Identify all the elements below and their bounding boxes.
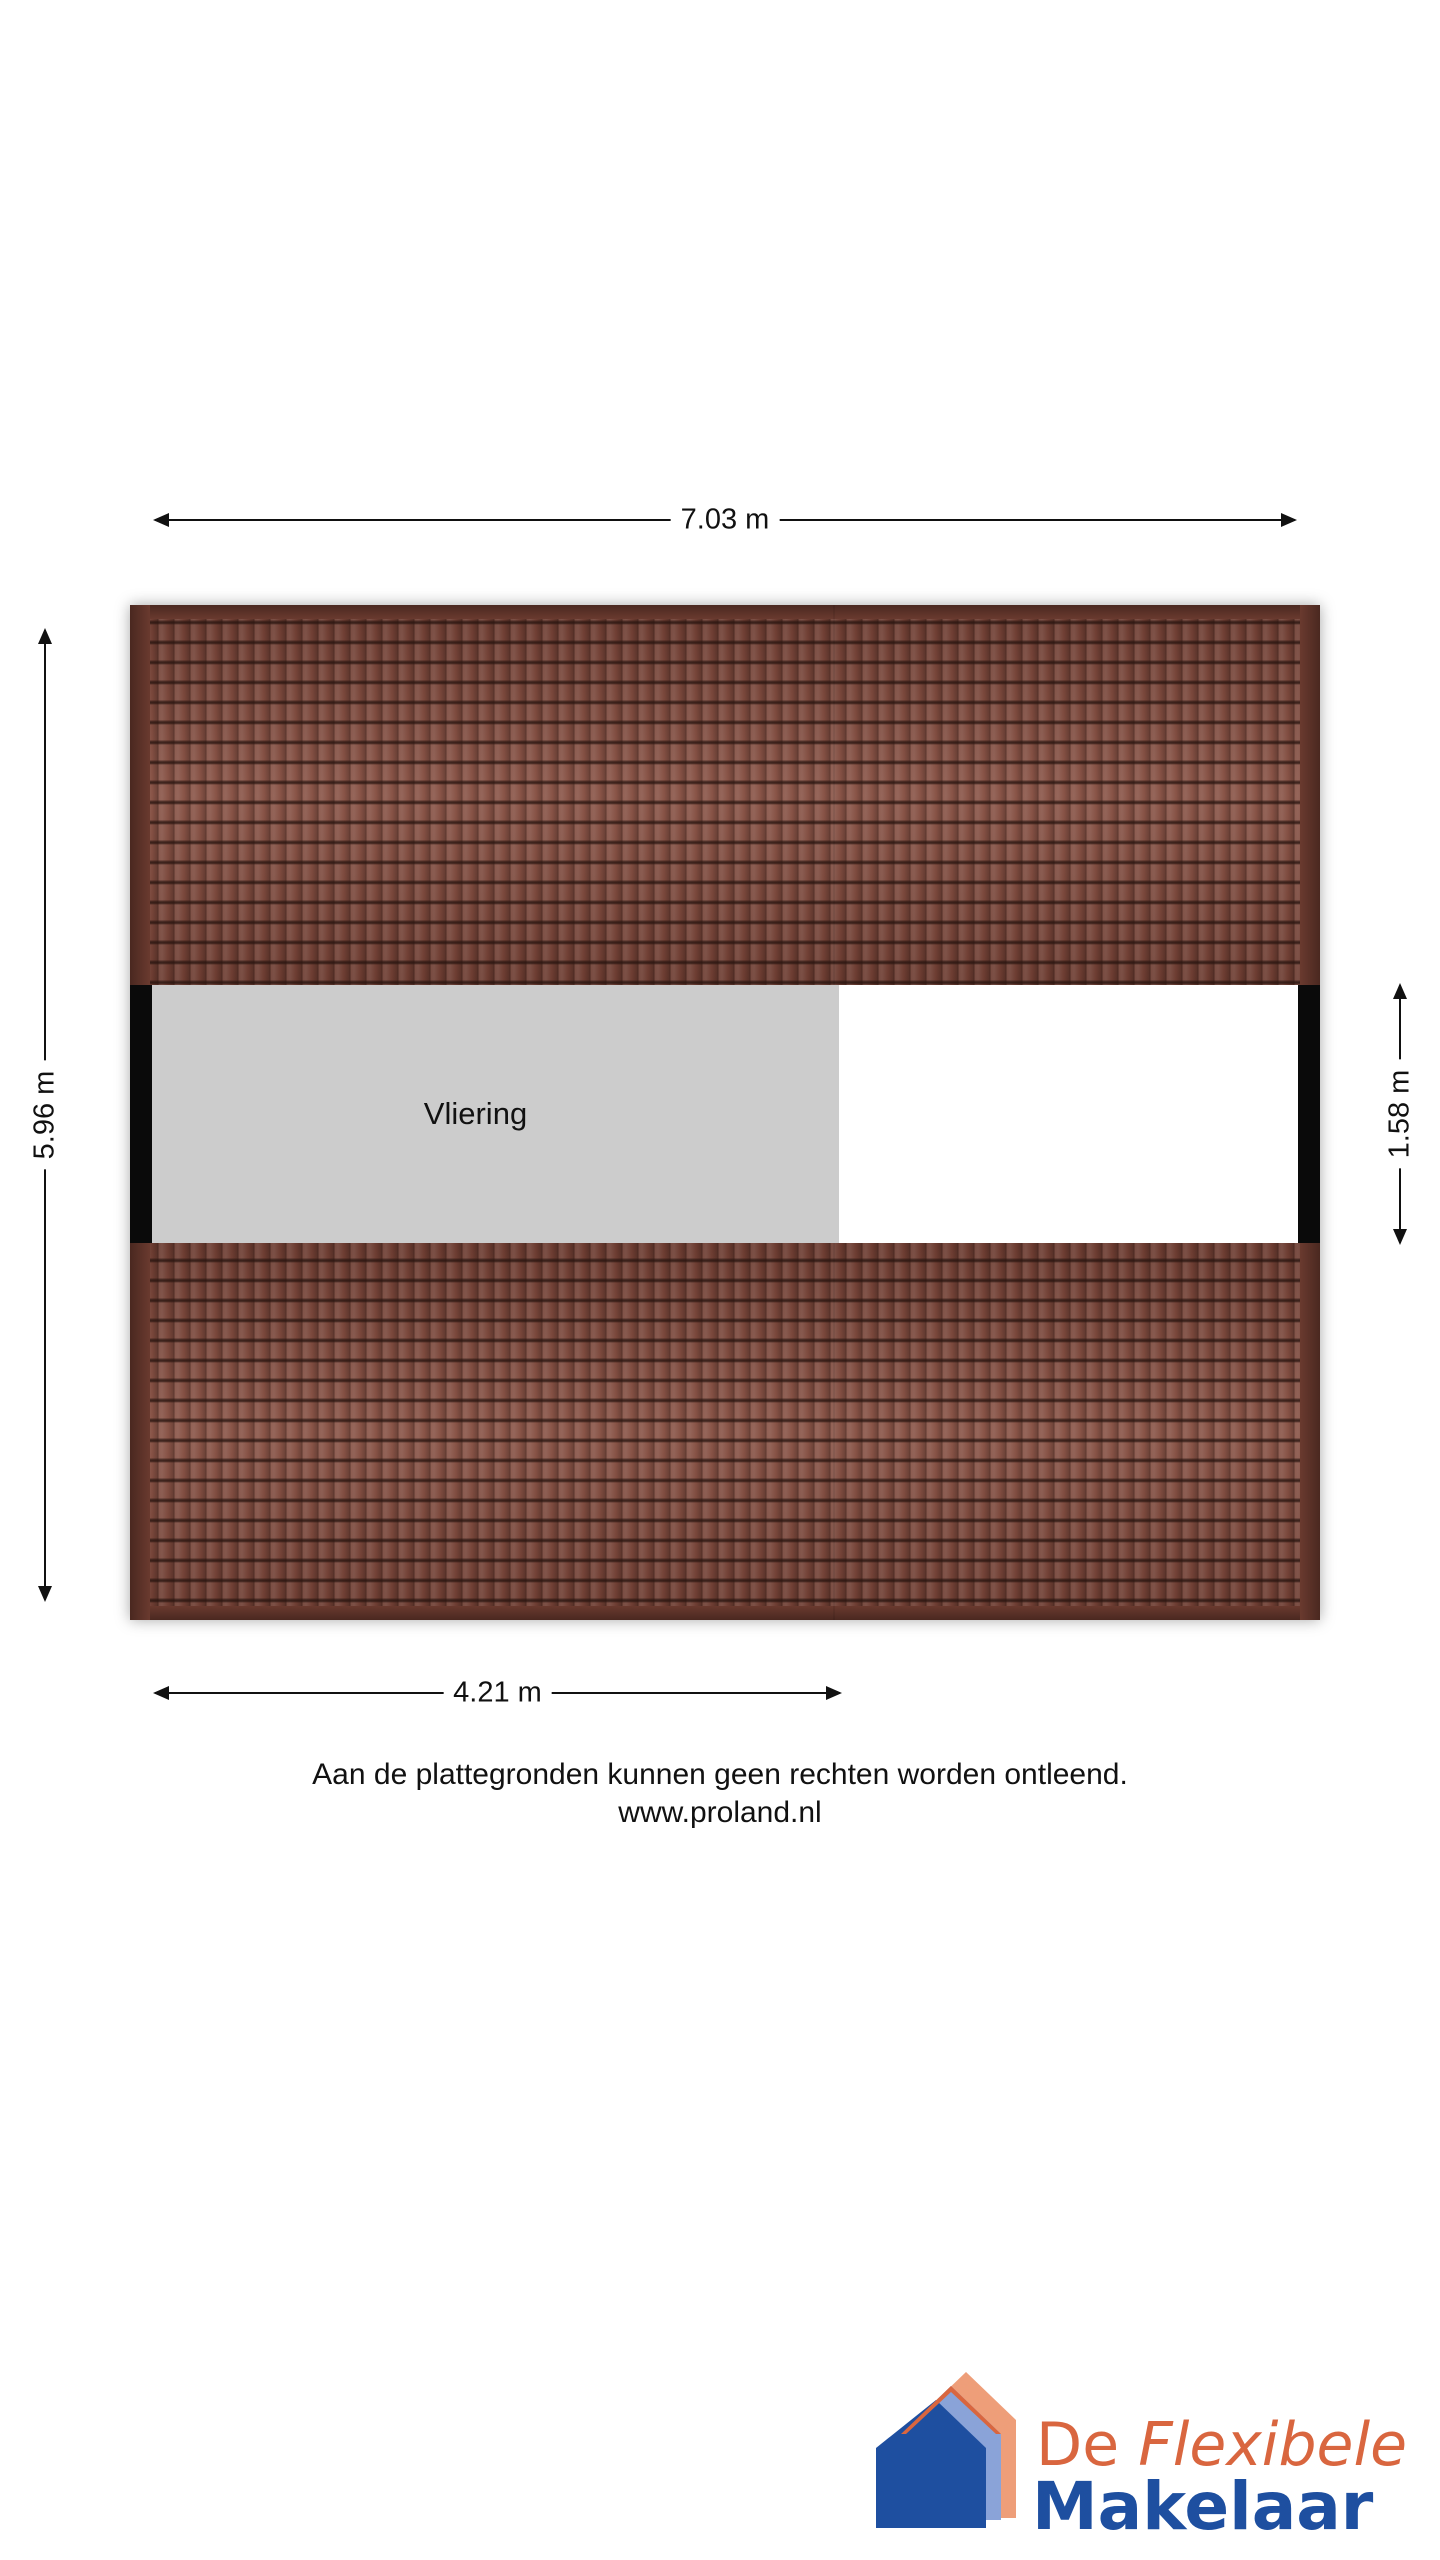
dimension-label: 4.21 m	[443, 1677, 552, 1710]
dimension-label: 7.03 m	[671, 504, 780, 537]
roof-edge	[130, 605, 1320, 619]
arrow-left-icon	[153, 513, 169, 527]
arrow-right-icon	[826, 1686, 842, 1700]
roof-upper	[130, 605, 1320, 985]
arrow-down-icon	[38, 1586, 52, 1602]
dimension-label: 5.96 m	[29, 1061, 62, 1170]
floor-plan	[130, 605, 1320, 1620]
company-logo	[876, 2370, 1408, 2545]
roof-seam	[833, 1243, 835, 1620]
arrow-up-icon	[38, 628, 52, 644]
disclaimer-text: Aan de plattegronden kunnen geen rechten worden ontleend.	[312, 1758, 1128, 1791]
room-label: Vliering	[423, 1096, 528, 1131]
wall-right	[1298, 985, 1320, 1243]
roof-edge	[130, 1243, 150, 1620]
roof-edge	[130, 1606, 1320, 1620]
arrow-down-icon	[1393, 1229, 1407, 1245]
dimension-label: 1.58 m	[1384, 1060, 1417, 1169]
disclaimer	[0, 1756, 1440, 1832]
house-logo-icon	[876, 2370, 1036, 2530]
room-strip	[130, 985, 1320, 1243]
dimension-right-strip-height	[1383, 985, 1416, 1243]
dimension-left-height	[28, 630, 61, 1600]
arrow-up-icon	[1393, 983, 1407, 999]
arrow-right-icon	[1281, 513, 1297, 527]
dimension-bottom-width	[155, 1676, 840, 1709]
wall-left	[130, 985, 152, 1243]
dimension-top-width	[155, 503, 1295, 536]
roof-edge	[1300, 1243, 1320, 1620]
roof-lower	[130, 1243, 1320, 1620]
roof-edge	[1300, 605, 1320, 985]
logo-text-line2: Makelaar	[1032, 2468, 1374, 2545]
disclaimer-website: www.proland.nl	[618, 1796, 822, 1829]
arrow-left-icon	[153, 1686, 169, 1700]
logo-text-italic: Flexibele	[1138, 2410, 1408, 2480]
roof-edge	[130, 605, 150, 985]
roof-seam	[833, 605, 835, 985]
logo-text-prefix: De	[1036, 2410, 1139, 2480]
